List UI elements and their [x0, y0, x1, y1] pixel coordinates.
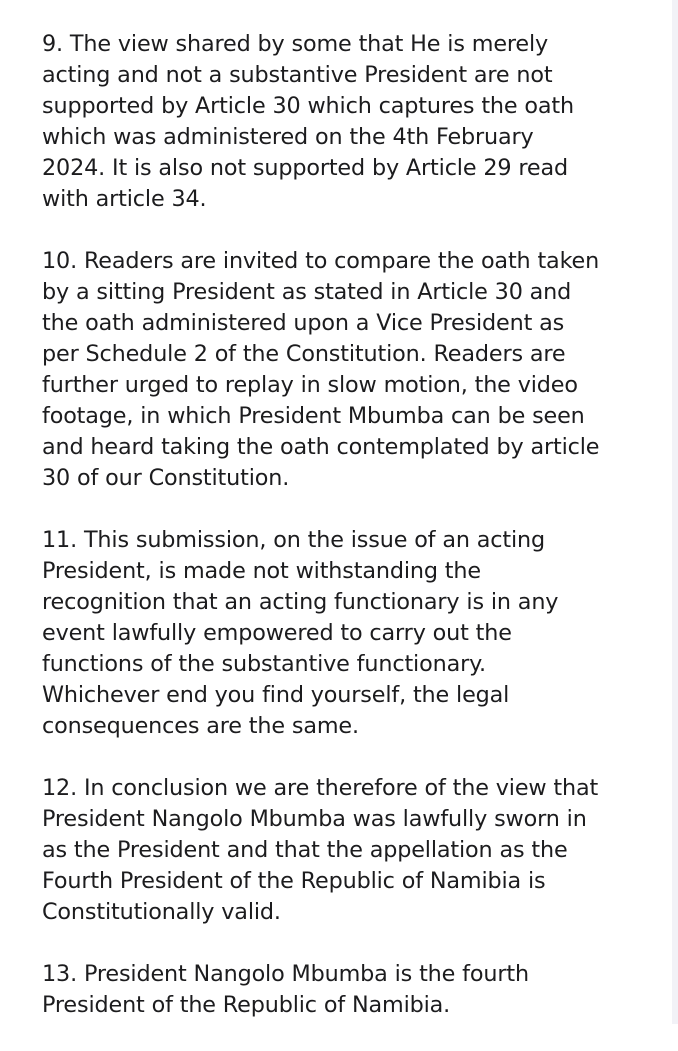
text-line: which was administered on the 4th February: [42, 124, 534, 150]
paragraph-13: [42, 959, 650, 1021]
text-line: footage, in which President Mbumba can be seen: [42, 402, 585, 429]
text-line: 13. President Nangolo Mbumba is the fourth: [42, 960, 529, 987]
text-line: acting and not a substantive President are not: [42, 62, 553, 88]
text-line: Fourth President of the Republic of Namibia is: [42, 867, 546, 894]
text-line: 11. This submission, on the issue of an acting: [42, 526, 545, 553]
note-body[interactable]: [42, 29, 650, 1051]
text-line: with article 34.: [42, 186, 207, 212]
text-line: per Schedule 2 of the Constitution. Readers are: [42, 340, 566, 367]
paragraph-9: [42, 29, 650, 215]
text-line: President, is made not withstanding the: [42, 557, 481, 584]
text-line: functions of the substantive functionary.: [42, 650, 486, 677]
text-line: 9. The view shared by some that He is merely: [42, 31, 549, 57]
scrollbar-track[interactable]: [672, 0, 678, 1024]
text-line: event lawfully empowered to carry out the: [42, 619, 512, 646]
text-line: President Nangolo Mbumba was lawfully sworn in: [42, 805, 587, 832]
text-line: supported by Article 30 which captures the oath: [42, 93, 574, 119]
text-line: recognition that an acting functionary is in any: [42, 588, 559, 615]
text-line: further urged to replay in slow motion, the video: [42, 371, 578, 398]
text-line: Whichever end you find yourself, the legal: [42, 681, 510, 708]
text-line: Constitutionally valid.: [42, 898, 281, 925]
text-line: 30 of our Constitution.: [42, 464, 290, 491]
text-line: consequences are the same.: [42, 712, 359, 739]
paragraph-12: [42, 773, 650, 928]
text-line: the oath administered upon a Vice President as: [42, 309, 565, 336]
paragraph-10: [42, 246, 650, 494]
text-line: 10. Readers are invited to compare the oath taken: [42, 247, 600, 274]
text-line: 2024. It is also not supported by Article 29 read: [42, 155, 568, 181]
text-line: and heard taking the oath contemplated by article: [42, 433, 600, 460]
text-line: 12. In conclusion we are therefore of the view that: [42, 774, 599, 801]
paragraph-11: [42, 525, 650, 742]
text-line: by a sitting President as stated in Article 30 and: [42, 278, 572, 305]
text-line: as the President and that the appellation as the: [42, 836, 568, 863]
text-line: President of the Republic of Namibia.: [42, 991, 451, 1018]
